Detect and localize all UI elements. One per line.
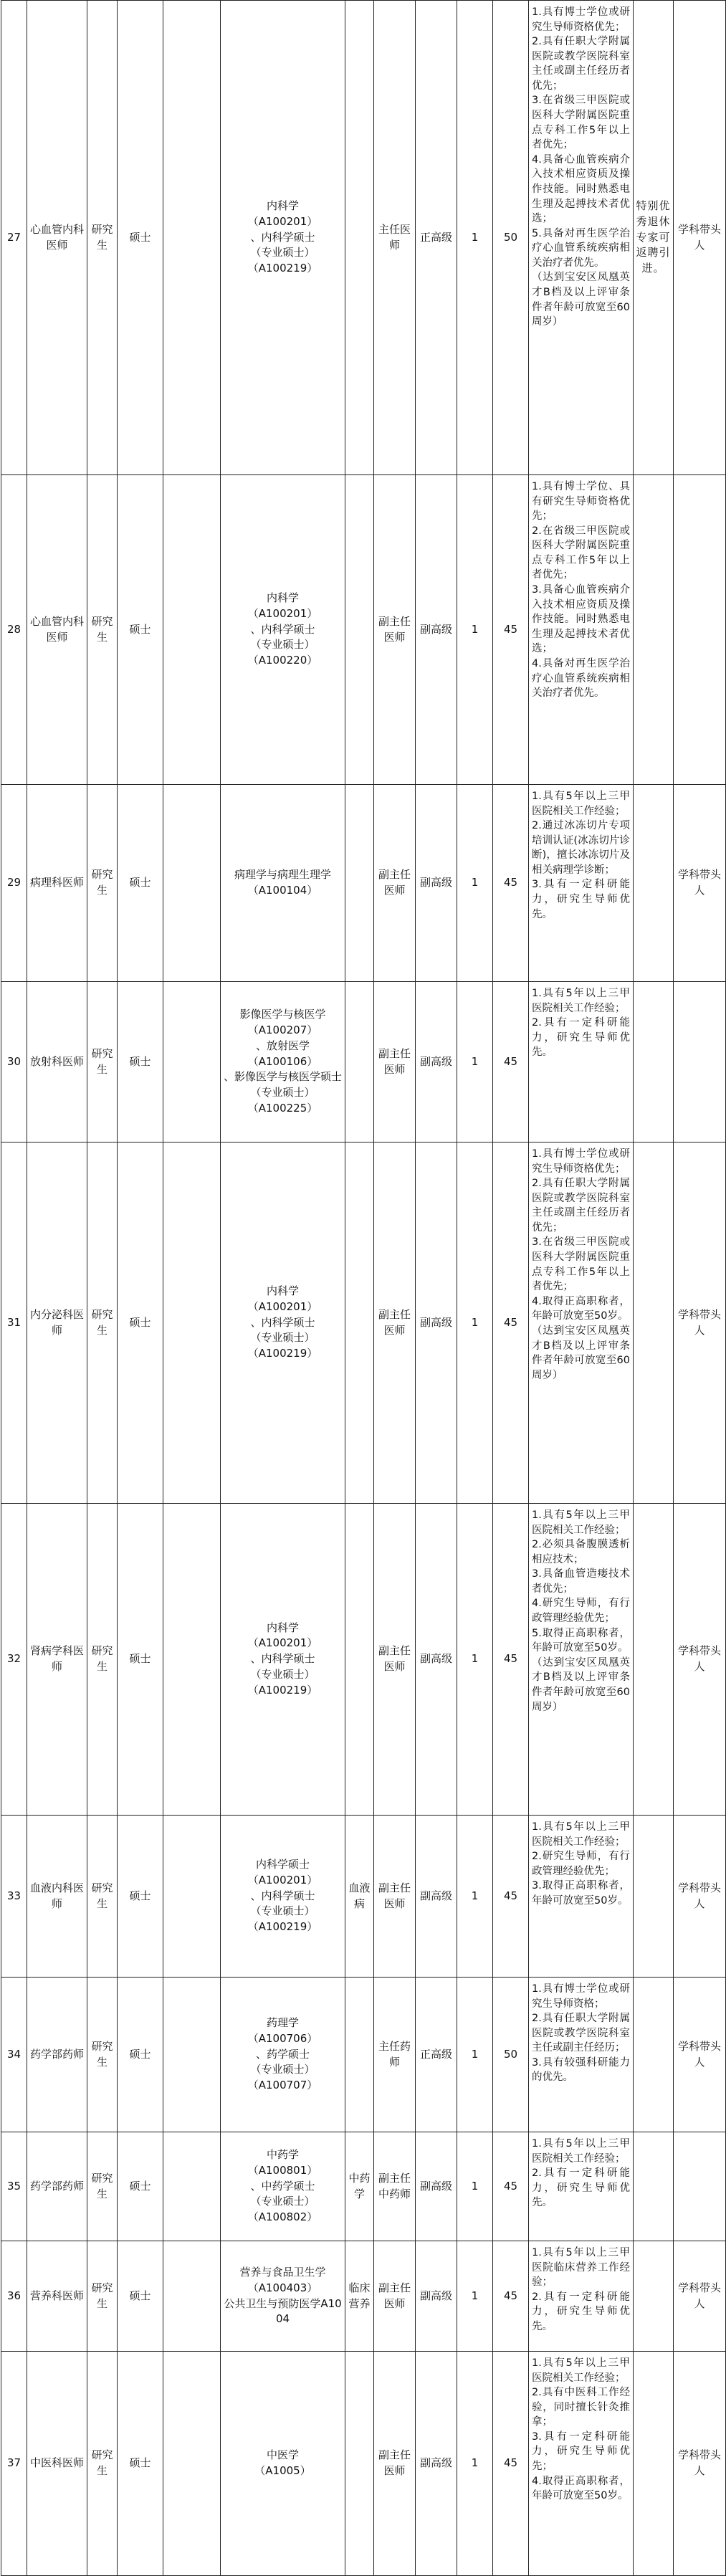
- cell-education: [87, 1142, 118, 1504]
- cell-requirements: [529, 1504, 634, 1816]
- cell-position: [27, 982, 87, 1142]
- cell-position: [27, 2132, 87, 2241]
- cell-remark: [634, 2352, 674, 2576]
- cell-count-text: 1: [471, 230, 479, 244]
- cell-level: [416, 1978, 457, 2132]
- cell-title: [374, 2352, 416, 2576]
- cell-specialty: [345, 1504, 374, 1816]
- cell-degree: [118, 1978, 163, 2132]
- cell-education-text: 研究生: [91, 1881, 113, 1910]
- cell-level-text: 副高级: [419, 1054, 452, 1068]
- cell-specialty: [345, 1978, 374, 2132]
- cell-specialty-text: 中药学: [348, 2171, 371, 2200]
- cell-note: [674, 2352, 726, 2576]
- cell-title-text: 副主任医师: [378, 1881, 411, 1910]
- cell-count-text: 1: [471, 622, 479, 636]
- cell-specialty-text: 临床营养: [348, 2281, 371, 2310]
- cell-count: [457, 2241, 493, 2352]
- cell-title-text: 副主任医师: [378, 1307, 411, 1337]
- cell-title: [374, 785, 416, 982]
- cell-number-text: 36: [6, 2289, 22, 2302]
- cell-requirements: [529, 1816, 634, 1978]
- cell-position-text: 心血管内科医师: [29, 614, 84, 644]
- cell-requirements: [529, 2132, 634, 2241]
- cell-count: [457, 1142, 493, 1504]
- cell-education: [87, 1978, 118, 2132]
- cell-education: [87, 982, 118, 1142]
- cell-requirements-text: 1.具有博士学位或研究生导师资格优先； 2.具有任职大学附属医院或教学医院科室主任或副主任经历者优先； 3.在省级三甲医院或医科大学附属医院重点专科工作5年以上者优先； 4.具备心血管疾病介入技术相应资质及操作技能。同时熟悉电生理及起搏技术者优选； 5.具备对再生医学治疗心血管系统疾病相关治疗者优先。 （达到宝安区凤凰英才B档及以上评审条件者年龄可放宽至60周岁）: [532, 6, 630, 328]
- cell-degree: [118, 982, 163, 1142]
- cell-specialty: [345, 1142, 374, 1504]
- cell-remark: [634, 982, 674, 1142]
- cell-title-text: 副主任医师: [378, 1046, 411, 1076]
- table-row: [1, 1142, 726, 1504]
- cell-degree: [118, 785, 163, 982]
- cell-position: [27, 1504, 87, 1816]
- cell-requirements-text: 1.具有博士学位或研究生导师资格； 2.具有任职大学附属医院或教学医院科室主任或副主任经历； 3.具有较强科研能力的优先。: [532, 1983, 630, 2084]
- cell-degree-text: 硕士: [129, 1315, 151, 1329]
- cell-position: [27, 785, 87, 982]
- cell-requirements: [529, 982, 634, 1142]
- cell-title: [374, 1, 416, 475]
- cell-major-text: 中药学 （A100801） 、中药学硕士 （专业硕士） （A100802）: [247, 2148, 318, 2224]
- cell-title-text: 副主任医师: [378, 614, 411, 644]
- table-row: [1, 785, 726, 982]
- cell-blank: [163, 2241, 221, 2352]
- cell-requirements: [529, 785, 634, 982]
- cell-age-text: 45: [503, 1315, 518, 1329]
- cell-number-text: 30: [6, 1054, 22, 1068]
- cell-age: [493, 1142, 529, 1504]
- cell-note: [674, 1142, 726, 1504]
- cell-education-text: 研究生: [91, 1046, 113, 1076]
- cell-count-text: 1: [471, 2179, 479, 2193]
- cell-major: [221, 1978, 345, 2132]
- cell-title-text: 副主任医师: [378, 868, 411, 897]
- cell-education-text: 研究生: [91, 868, 113, 897]
- cell-specialty-text: 血液病: [348, 1881, 371, 1910]
- cell-major: [221, 1504, 345, 1816]
- cell-education-text: 研究生: [91, 614, 113, 644]
- cell-note: [674, 1504, 726, 1816]
- cell-degree: [118, 1816, 163, 1978]
- cell-title: [374, 1978, 416, 2132]
- cell-position-text: 肾病学科医师: [29, 1644, 84, 1673]
- table-row: [1, 2352, 726, 2576]
- cell-specialty: [345, 2132, 374, 2241]
- cell-degree-text: 硕士: [129, 2289, 151, 2302]
- cell-number-text: 32: [6, 1652, 22, 1666]
- cell-requirements-text: 1.具有5年以上三甲医院相关工作经验； 2.具有一定科研能力，研究生导师优先。: [532, 988, 630, 1059]
- cell-degree-text: 硕士: [129, 622, 151, 636]
- cell-level: [416, 1504, 457, 1816]
- cell-level-text: 副高级: [419, 2289, 452, 2302]
- cell-major-text: 影像医学与核医学 （A100207） 、放射医学 （A100106） 、影像医学与核医学硕士 （专业硕士） （A100225）: [223, 1008, 342, 1115]
- cell-number-text: 28: [6, 622, 22, 636]
- cell-number: [1, 1504, 27, 1816]
- cell-note: [674, 475, 726, 785]
- cell-level: [416, 1816, 457, 1978]
- cell-degree-text: 硕士: [129, 2456, 151, 2470]
- cell-number-text: 31: [6, 1315, 22, 1329]
- cell-title: [374, 2241, 416, 2352]
- cell-age-text: 45: [503, 876, 518, 889]
- cell-note: [674, 1, 726, 475]
- cell-level: [416, 1, 457, 475]
- cell-remark: [634, 1978, 674, 2132]
- recruitment-table: [1, 0, 726, 2576]
- cell-title: [374, 982, 416, 1142]
- cell-major: [221, 982, 345, 1142]
- cell-education-text: 研究生: [91, 2448, 113, 2477]
- cell-count-text: 1: [471, 1652, 479, 1666]
- cell-education-text: 研究生: [91, 2281, 113, 2310]
- cell-major: [221, 1816, 345, 1978]
- cell-degree-text: 硕士: [129, 230, 151, 244]
- cell-degree-text: 硕士: [129, 1889, 151, 1902]
- cell-position-text: 药学部药师: [29, 2179, 84, 2193]
- cell-age: [493, 1816, 529, 1978]
- cell-number-text: 33: [6, 1889, 22, 1902]
- cell-count: [457, 1504, 493, 1816]
- cell-count: [457, 982, 493, 1142]
- cell-level: [416, 1142, 457, 1504]
- cell-major: [221, 1142, 345, 1504]
- cell-requirements: [529, 1978, 634, 2132]
- cell-remark: [634, 1, 674, 475]
- cell-count-text: 1: [471, 876, 479, 889]
- cell-title: [374, 2132, 416, 2241]
- cell-requirements-text: 1.具有博士学位、具有研究生导师资格优先； 2.在省级三甲医院或医科大学附属医院重点专科工作5年以上者优先； 3.具备心血管疾病介入技术相应资质及操作技能。同时熟悉电生理及起搏技术者优选； 4.具备对再生医学治疗心血管系统疾病相关治疗者优先。: [532, 481, 630, 700]
- cell-position: [27, 2352, 87, 2576]
- cell-major: [221, 2352, 345, 2576]
- cell-age: [493, 982, 529, 1142]
- cell-requirements-text: 1.具有5年以上三甲医院相关工作经验； 2.研究生导师，有行政管理经验优先； 3.取得正高职称者，年龄可放宽至50岁。: [532, 1821, 630, 1907]
- cell-count-text: 1: [471, 2047, 479, 2061]
- cell-number: [1, 2241, 27, 2352]
- cell-position: [27, 1816, 87, 1978]
- cell-count: [457, 1, 493, 475]
- cell-count-text: 1: [471, 2289, 479, 2302]
- cell-level-text: 副高级: [419, 622, 452, 636]
- cell-education: [87, 1, 118, 475]
- cell-degree: [118, 2241, 163, 2352]
- cell-count: [457, 1816, 493, 1978]
- table-row: [1, 2132, 726, 2241]
- cell-specialty: [345, 1, 374, 475]
- cell-note-text: 学科带头人: [677, 1644, 721, 1673]
- cell-education-text: 研究生: [91, 2171, 113, 2200]
- cell-age: [493, 785, 529, 982]
- cell-requirements: [529, 1142, 634, 1504]
- cell-note-text: 学科带头人: [677, 2448, 721, 2477]
- cell-requirements-text: 1.具有5年以上三甲医院相关工作经验； 2.具有中医科工作经验，同时擅长针灸推拿； 3.具有一定科研能力，研究生导师优先； 4.取得正高职称者，年龄可放宽至50岁。: [532, 2357, 630, 2502]
- cell-specialty: [345, 785, 374, 982]
- cell-level-text: 副高级: [419, 1315, 452, 1329]
- cell-count: [457, 2352, 493, 2576]
- cell-age-text: 45: [503, 2289, 518, 2302]
- cell-degree-text: 硕士: [129, 2179, 151, 2193]
- cell-note-text: 学科带头人: [677, 2039, 721, 2069]
- cell-position-text: 内分泌科医师: [29, 1307, 84, 1337]
- cell-education: [87, 2241, 118, 2352]
- cell-title: [374, 1504, 416, 1816]
- cell-level-text: 正高级: [419, 2047, 452, 2061]
- cell-age-text: 45: [503, 2456, 518, 2470]
- cell-age-text: 50: [503, 2047, 518, 2061]
- cell-degree: [118, 2352, 163, 2576]
- cell-requirements-text: 1.具有5年以上三甲医院相关工作经验； 2.具有一定科研能力，研究生导师优先。: [532, 2138, 630, 2209]
- cell-title-text: 主任医师: [378, 222, 411, 252]
- cell-title: [374, 1142, 416, 1504]
- cell-title-text: 副主任医师: [378, 1644, 411, 1673]
- cell-degree: [118, 1, 163, 475]
- cell-age-text: 50: [503, 230, 518, 244]
- cell-education: [87, 2132, 118, 2241]
- cell-age: [493, 475, 529, 785]
- cell-count: [457, 475, 493, 785]
- cell-requirements: [529, 2241, 634, 2352]
- cell-education-text: 研究生: [91, 2039, 113, 2069]
- cell-degree: [118, 1142, 163, 1504]
- cell-degree: [118, 1504, 163, 1816]
- cell-education: [87, 1504, 118, 1816]
- table-row: [1, 475, 726, 785]
- cell-level-text: 副高级: [419, 1652, 452, 1666]
- cell-number-text: 37: [6, 2456, 22, 2470]
- cell-title-text: 副主任中药师: [378, 2171, 411, 2200]
- cell-count-text: 1: [471, 1315, 479, 1329]
- cell-remark: [634, 2132, 674, 2241]
- table-row: [1, 1978, 726, 2132]
- cell-note-text: 学科带头人: [677, 2281, 721, 2310]
- cell-number: [1, 1142, 27, 1504]
- cell-position: [27, 2241, 87, 2352]
- table-row: [1, 982, 726, 1142]
- cell-title-text: 主任药师: [378, 2039, 411, 2069]
- cell-remark: [634, 1142, 674, 1504]
- cell-blank: [163, 785, 221, 982]
- cell-major-text: 中医学 （A1005）: [254, 2448, 311, 2477]
- cell-number: [1, 1978, 27, 2132]
- table-row: [1, 1, 726, 475]
- cell-requirements-text: 1.具有5年以上三甲医院相关工作经验； 2.必须具备腹膜透析相应技术； 3.具备血管造瘘技术者优先； 4.研究生导师，有行政管理经验优先； 5.取得正高职称者，年龄可放宽至50岁。 （达到宝安区凤凰英才B档及以上评审条件者年龄可放宽至60周岁）: [532, 1509, 630, 1713]
- table-row: [1, 2241, 726, 2352]
- cell-note-text: 学科带头人: [677, 1307, 721, 1337]
- cell-requirements: [529, 1, 634, 475]
- cell-major-text: 内科学 （A100201） 、内科学硕士 （专业硕士） （A100220）: [247, 591, 318, 667]
- cell-position: [27, 1142, 87, 1504]
- cell-degree: [118, 475, 163, 785]
- cell-degree: [118, 2132, 163, 2241]
- cell-level-text: 副高级: [419, 1889, 452, 1902]
- cell-note: [674, 2241, 726, 2352]
- cell-position-text: 血液内科医师: [29, 1881, 84, 1910]
- cell-number: [1, 982, 27, 1142]
- cell-position: [27, 1978, 87, 2132]
- cell-note-text: 学科带头人: [677, 868, 721, 897]
- cell-level: [416, 2241, 457, 2352]
- cell-specialty: [345, 475, 374, 785]
- table-body: [1, 1, 726, 2576]
- cell-age-text: 45: [503, 622, 518, 636]
- cell-level: [416, 2352, 457, 2576]
- cell-level-text: 副高级: [419, 2179, 452, 2193]
- cell-note-text: 学科带头人: [677, 222, 721, 252]
- cell-number-text: 29: [6, 876, 22, 889]
- cell-education-text: 研究生: [91, 1644, 113, 1673]
- cell-level-text: 副高级: [419, 2456, 452, 2470]
- cell-education-text: 研究生: [91, 222, 113, 252]
- cell-remark: [634, 1816, 674, 1978]
- cell-major-text: 内科学 （A100201） 、内科学硕士 （专业硕士） （A100219）: [247, 1284, 318, 1360]
- cell-major-text: 内科学 （A100201） 、内科学硕士 （专业硕士） （A100219）: [247, 199, 318, 275]
- cell-age: [493, 1504, 529, 1816]
- cell-specialty: [345, 1816, 374, 1978]
- cell-degree-text: 硕士: [129, 2047, 151, 2061]
- table-row: [1, 1816, 726, 1978]
- cell-level-text: 正高级: [419, 230, 452, 244]
- cell-position-text: 病理科医师: [29, 876, 84, 889]
- cell-title: [374, 1816, 416, 1978]
- cell-major: [221, 2241, 345, 2352]
- cell-age-text: 45: [503, 2179, 518, 2193]
- cell-title: [374, 475, 416, 785]
- cell-number: [1, 785, 27, 982]
- cell-education: [87, 2352, 118, 2576]
- cell-blank: [163, 2132, 221, 2241]
- cell-major-text: 病理学与病理生理学 （A100104）: [234, 868, 331, 897]
- cell-level-text: 副高级: [419, 876, 452, 889]
- cell-title-text: 副主任医师: [378, 2281, 411, 2310]
- cell-requirements-text: 1.具有5年以上三甲医院相关工作经验； 2.通过冰冻切片专项培训认证(冰冻切片诊断)，擅长冰冻切片及相关病理学诊断； 3.具有一定科研能力，研究生导师优先。: [532, 791, 630, 920]
- cell-degree-text: 硕士: [129, 876, 151, 889]
- cell-level: [416, 785, 457, 982]
- cell-education-text: 研究生: [91, 1307, 113, 1337]
- cell-number: [1, 475, 27, 785]
- cell-remark-text: 特别优秀退休专家可返聘引进。: [636, 199, 671, 275]
- cell-position: [27, 475, 87, 785]
- cell-position: [27, 1, 87, 475]
- table-row: [1, 1504, 726, 1816]
- cell-number: [1, 2132, 27, 2241]
- cell-specialty: [345, 2352, 374, 2576]
- cell-count: [457, 1978, 493, 2132]
- cell-position-text: 中医科医师: [29, 2456, 84, 2470]
- cell-education: [87, 475, 118, 785]
- cell-major: [221, 785, 345, 982]
- cell-level: [416, 475, 457, 785]
- cell-age: [493, 2352, 529, 2576]
- cell-number-text: 34: [6, 2047, 22, 2061]
- cell-number-text: 35: [6, 2179, 22, 2193]
- cell-requirements: [529, 475, 634, 785]
- cell-note: [674, 2132, 726, 2241]
- cell-blank: [163, 982, 221, 1142]
- cell-major: [221, 1, 345, 475]
- cell-count-text: 1: [471, 2456, 479, 2470]
- cell-requirements-text: 1.具有博士学位或研究生导师资格优先； 2.具有任职大学附属医院或教学医院科室主任或副主任经历者优先； 3.在省级三甲医院或医科大学附属医院重点专科工作5年以上者优先； 4.取得正高职称者，年龄可放宽至50岁。 （达到宝安区凤凰英才B档及以上评审条件者年龄可放宽至60周岁）: [532, 1148, 630, 1381]
- cell-blank: [163, 475, 221, 785]
- cell-blank: [163, 1978, 221, 2132]
- cell-count-text: 1: [471, 1054, 479, 1068]
- cell-blank: [163, 1, 221, 475]
- cell-number: [1, 2352, 27, 2576]
- cell-age: [493, 1978, 529, 2132]
- cell-age: [493, 2241, 529, 2352]
- cell-requirements: [529, 2352, 634, 2576]
- cell-note: [674, 1816, 726, 1978]
- cell-education: [87, 785, 118, 982]
- cell-count: [457, 2132, 493, 2241]
- cell-major-text: 内科学硕士 （A100201） 、内科学硕士 （专业硕士） （A100219）: [247, 1858, 318, 1934]
- cell-age-text: 45: [503, 1889, 518, 1902]
- cell-number: [1, 1, 27, 475]
- cell-count-text: 1: [471, 1889, 479, 1902]
- cell-note-text: 学科带头人: [677, 1881, 721, 1910]
- cell-age-text: 45: [503, 1054, 518, 1068]
- cell-blank: [163, 1142, 221, 1504]
- cell-count: [457, 785, 493, 982]
- cell-age-text: 45: [503, 1652, 518, 1666]
- cell-major-text: 内科学 （A100201） 、内科学硕士 （专业硕士） （A100219）: [247, 1621, 318, 1697]
- cell-remark: [634, 475, 674, 785]
- cell-note: [674, 982, 726, 1142]
- cell-remark: [634, 785, 674, 982]
- cell-education: [87, 1816, 118, 1978]
- cell-level: [416, 2132, 457, 2241]
- cell-blank: [163, 1504, 221, 1816]
- cell-position-text: 营养科医师: [29, 2289, 84, 2302]
- cell-major-text: 营养与食品卫生学 （A100403） 公共卫生与预防医学A1004: [224, 2266, 342, 2326]
- cell-position-text: 药学部药师: [29, 2047, 84, 2061]
- cell-blank: [163, 2352, 221, 2576]
- cell-major: [221, 475, 345, 785]
- cell-position-text: 心血管内科医师: [29, 222, 84, 252]
- cell-specialty: [345, 2241, 374, 2352]
- cell-requirements-text: 1.具有5年以上三甲医院临床营养工作经验； 2.具有一定科研能力，研究生导师优先。: [532, 2247, 630, 2332]
- cell-title-text: 副主任医师: [378, 2448, 411, 2477]
- cell-age: [493, 2132, 529, 2241]
- cell-major: [221, 2132, 345, 2241]
- cell-note: [674, 785, 726, 982]
- cell-remark: [634, 1504, 674, 1816]
- cell-level: [416, 982, 457, 1142]
- cell-major-text: 药理学 （A100706） 、药学硕士 （专业硕士） （A100707）: [247, 2016, 318, 2092]
- cell-remark: [634, 2241, 674, 2352]
- cell-note: [674, 1978, 726, 2132]
- cell-degree-text: 硕士: [129, 1652, 151, 1666]
- cell-specialty: [345, 982, 374, 1142]
- cell-number-text: 27: [6, 230, 22, 244]
- cell-degree-text: 硕士: [129, 1054, 151, 1068]
- cell-number: [1, 1816, 27, 1978]
- cell-position-text: 放射科医师: [29, 1054, 84, 1068]
- cell-blank: [163, 1816, 221, 1978]
- cell-age: [493, 1, 529, 475]
